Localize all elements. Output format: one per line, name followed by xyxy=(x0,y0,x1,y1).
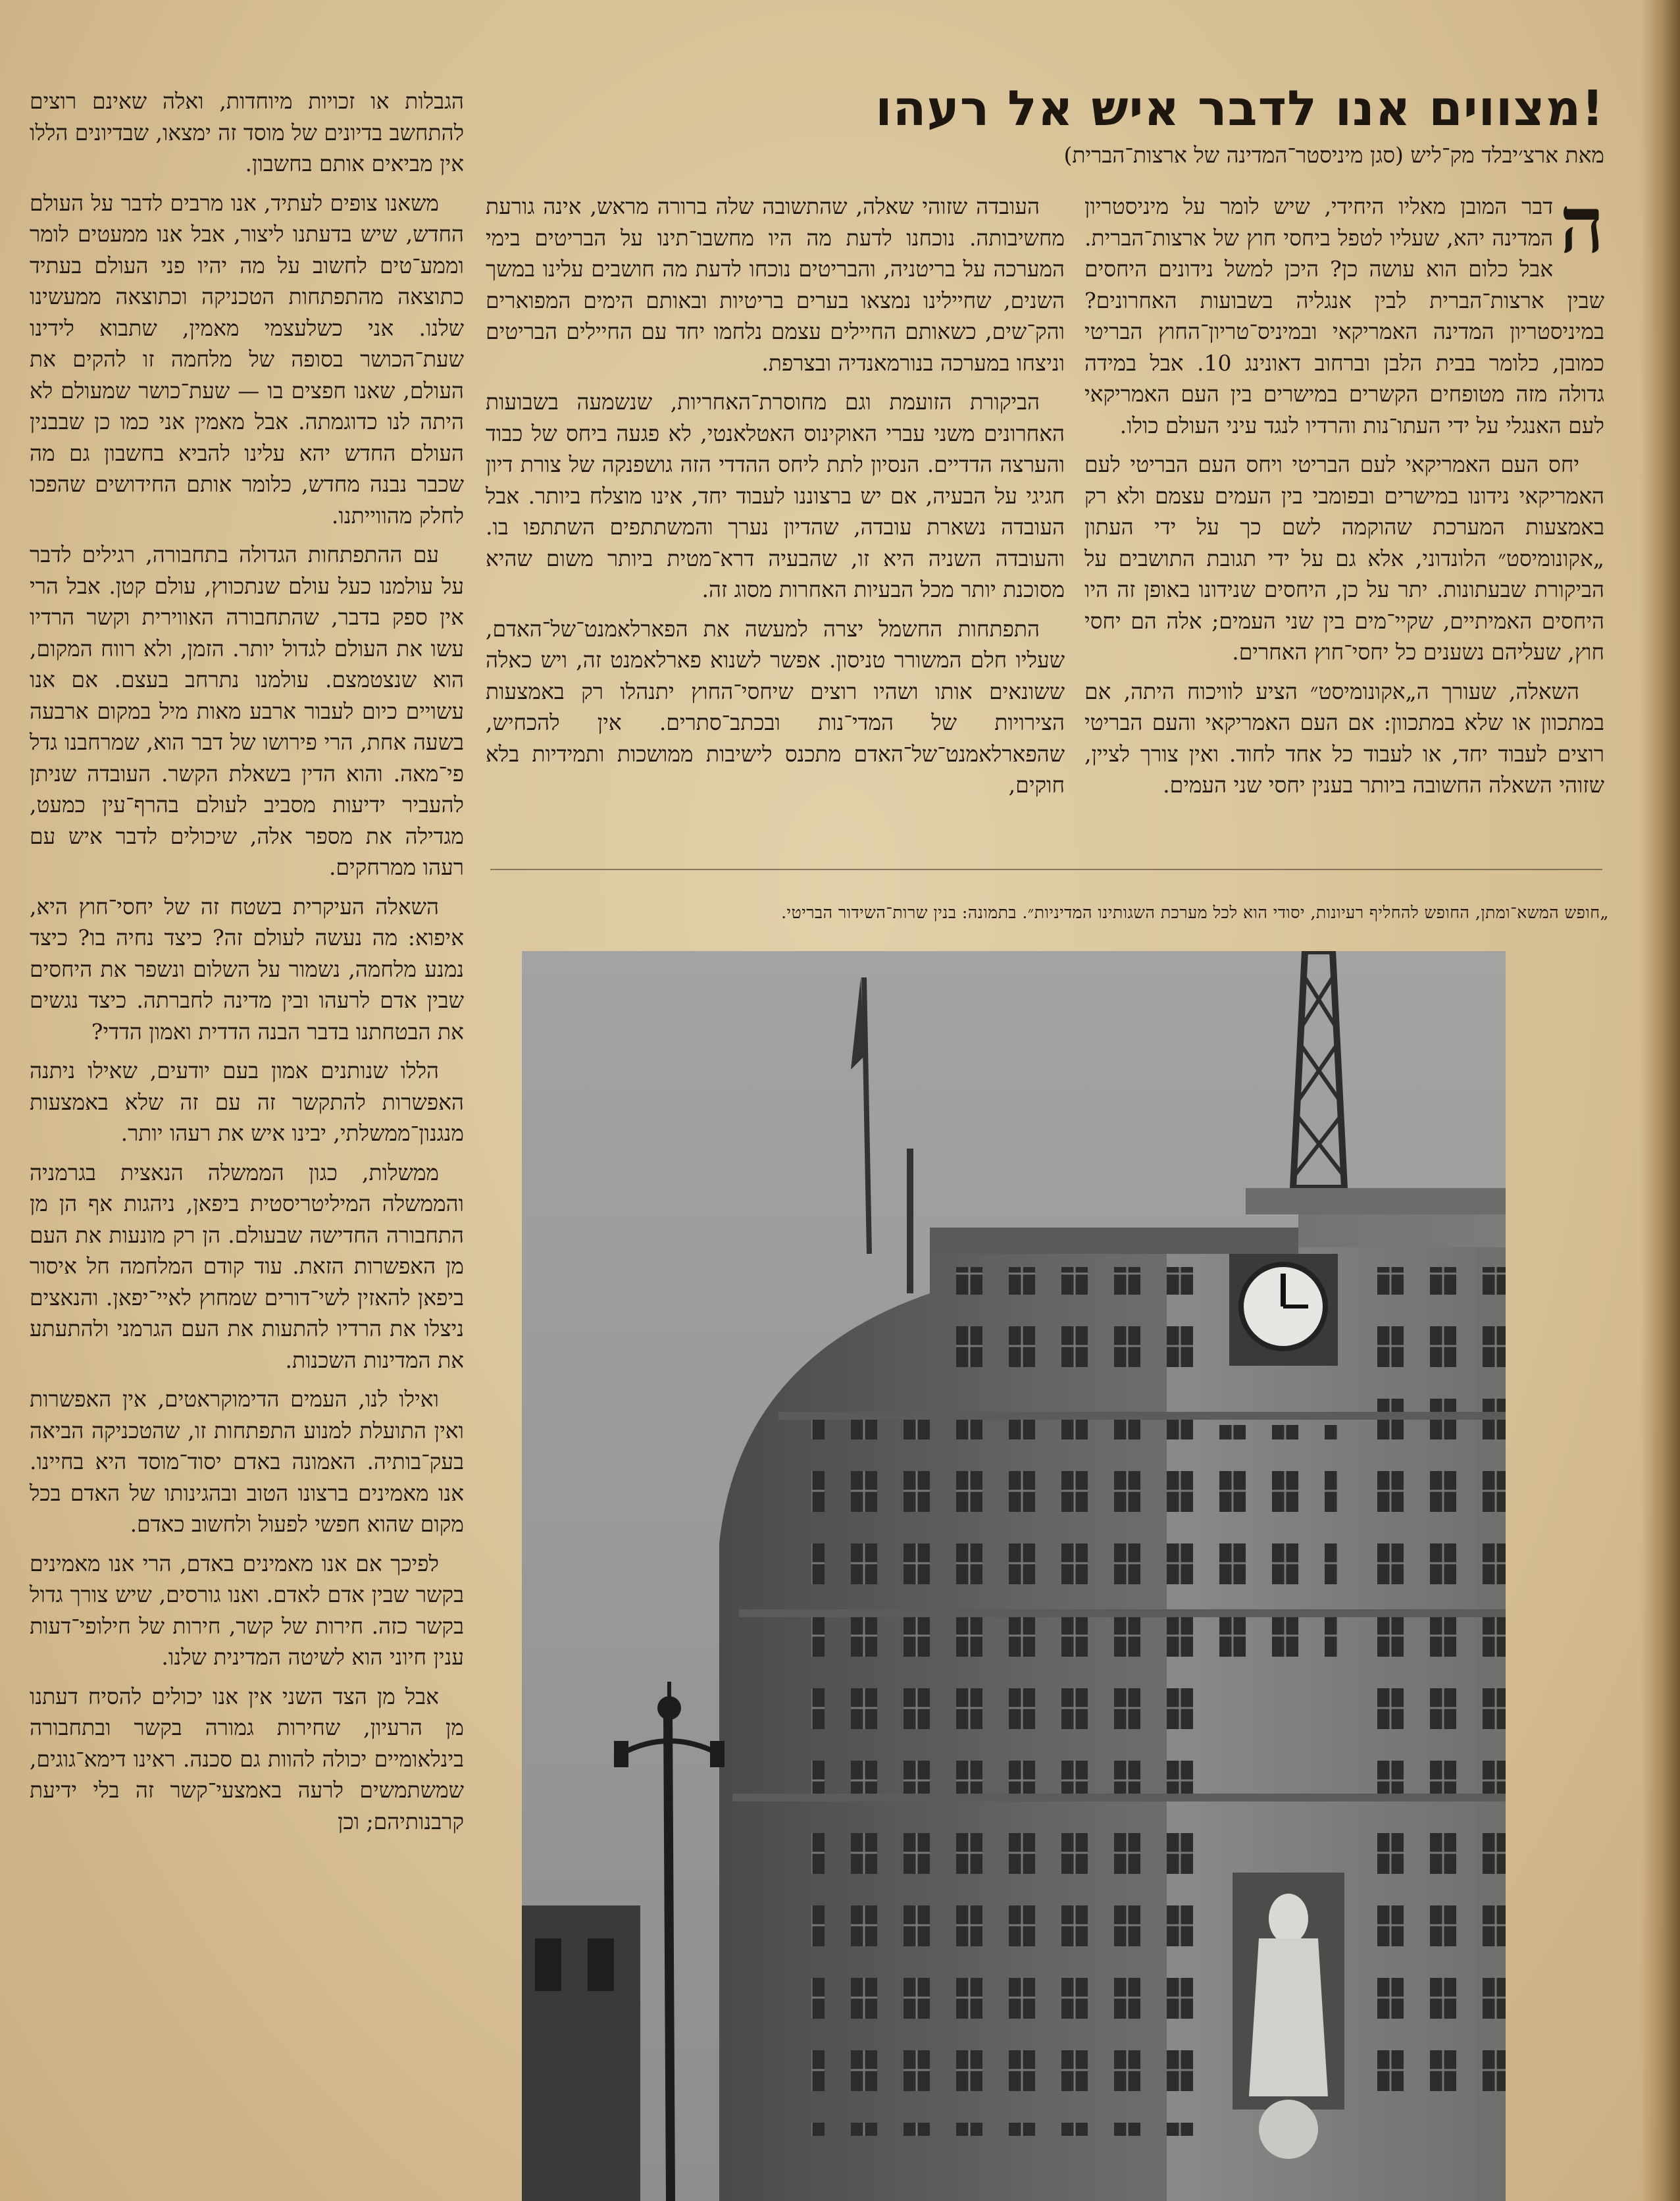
paragraph: ממשלות, כגון הממשלה הנאצית בגרמניה והממשלה המיליטריסטית ביפאן, ניהגות אף הן מן התחבורה החדישה שבעולם. הן רק מונעות את העם מן האפשרות הזאת. עוד קודם המלחמה חל איסור ביפאן להאזין לשי־דורים שמחוץ לאיי־יפאן. והנאצים ניצלו את הרדיו להתעות את העם הגרמני ולהתעתע את המדינות השכנות. xyxy=(30,1159,464,1373)
paragraph: משאנו צופים לעתיד, אנו מרבים לדבר על העולם החדש, שיש בדעתנו ליצור, אבל אנו ממעטים לומר וממע־טים לחשוב על מה יהיו פני העולם בעתיד כתוצאה מהתפתחות הטכניקה וכתוצאה ממעשינו שלנו. אני כשלעצמי מאמין, שתבוא לידינו שעת־הכושר בסופה של מלחמה זו להקים את העולם, שאנו חפצים בו — שעת־כושר שמעולם לא היתה לנו כדוגמתה. אבל מאמין אני כמו כן שבבנין העולם החדש יהא עלינו להביא בחשבון גם מה שכבר נבנה מחדש, כלומר אותם החידושים שהפכו לחלק מהווייתנו. xyxy=(30,190,464,529)
paragraph: התפתחות החשמל יצרה למעשה את הפארלאמנט־של־האדם, שעליו חלם המשורר טניסון. אפשר לשנוא פארלאמנט זה, ויש כאלה ששונאים אותו ושהיו רוצים שיחסי־החוץ יתנהלו רק באמצעות הצירויות של המדי־נות ובכתב־סתרים. אין להכחיש, שהפארלאמנט־של־האדם מתכנס לישיבות ממושכות ותמידיות בלא חוקים, xyxy=(486,615,1065,798)
photo-caption: „חופש המשא־ומתן, החופש להחליף רעיונות, יסודי הוא לכל מערכת השגותינו המדיניות״. בתמונה: בנין שרות־השידור הבריטי. xyxy=(781,903,1609,922)
article-byline: מאת ארצ׳יבלד מק־ליש (סגן מיניסטר־המדינה של ארצות־הברית) xyxy=(1063,142,1604,168)
building-photo xyxy=(522,951,1506,2201)
column-left xyxy=(30,86,464,1845)
paragraph: הביקורת הזועמת וגם מחוסרת־האחריות, שנשמעה בשבועות האחרונים משני עברי האוקינוס האטלאנטי, לא פגעה ביחס של כבוד והערצה הדדיים. הנסיון לתת ליחס ההדדי הזה גושפנקה של צורת דיון חגיגי על הבעיה, אם יש ברצוננו לעבוד יחד, אינו מוצלח ביותר. אבל העובדה נשארת עובדה, שהדיון נערך והמשתתפים השתתפו בו. והעובדה השניה היא זו, שהבעיה דרא־מטית ביותר משום שהיא מסוכנת יותר מכל הבעיות האחרות מסוג זה. xyxy=(486,389,1065,602)
caption-divider xyxy=(490,869,1602,870)
column-right xyxy=(1084,179,1604,809)
paragraph: ואילו לנו, העמים הדימוקראטים, אין האפשרות ואין התועלת למנוע התפתחות זו, שהטכניקה הביאה בעק־בותיה. האמונה באדם יסוד־מוסד היא בחיינו. אנו מאמינים ברצונו הטוב ובהגינותו של האדם בכל מקום שהוא חפשי לפעול ולחשוב כאדם. xyxy=(30,1386,464,1537)
page-spine-shadow xyxy=(1641,0,1680,2201)
paragraph: העובדה שזוהי שאלה, שהתשובה שלה ברורה מראש, אינה גורעת מחשיבותה. נוכחנו לדעת מה היו מחשבו־תינו על הבריטים בימי המערכה על בריטניה, והבריטים נוכחו לדעת מה חושבים עלינו במשך השנים, שחיילינו נמצאו בערים בריטיות ובאותם הימים המפוארים והק־שים, כשאותם החיילים עצמם נלחמו יחד עם החיילים הבריטים וניצחו במערכה בנורמאנדיה ובצרפת. xyxy=(486,194,1065,376)
article-headline: !מצווים אנו לדבר איש אל רעהו xyxy=(875,80,1604,137)
paragraph: הגבלות או זכויות מיוחדות, ואלה שאינם רוצים להתחשב בדיונים של מוסד זה ימצאו, שבדיונים הללו אין מביאים אותם בחשבון. xyxy=(30,88,464,176)
building-illustration xyxy=(522,951,1506,2201)
paragraph: יחס העם האמריקאי לעם הבריטי ויחס העם הבריטי לעם האמריקאי נידונו במישרים ובפומבי בין העמים עצמם ולא רק באמצעות המערכת שהוקמה לשם כך על ידי העתון „אקונומיסט״ הלונדוני, אלא גם על ידי תגובת התושבים על הביקורת שבעתונות. יתר על כן, היחסים שנידונו באופן זה היו היחסים האמיתיים, שקיי־מים בין שני העמים; אלה הם יחסי חוץ, שעליהם נשענים כל יחסי־חוץ האחרים. xyxy=(1084,452,1604,665)
drop-cap: ה xyxy=(1560,179,1604,271)
paragraph: אבל מן הצד השני אין אנו יכולים להסיח דעתנו מן הרעיון, שחירות גמורה בקשר ובתחבורה בינלאומיים יכולה להוות גם סכנה. ראינו דימא־גוגים, שמשתמשים לרעה באמצעי־קשר זה בלי ידיעת קרבנותיהם; וכן xyxy=(30,1683,464,1834)
clock-icon xyxy=(1229,1254,1338,1366)
paragraph: השאלה העיקרית בשטח זה של יחסי־חוץ היא, איפוא: מה נעשה לעולם זה? כיצד נחיה בו? כיצד נמנע מלחמה, נשמור על השלום ונשפר את היחסים שבין אדם לרעהו ובין מדינה לחברתה. כיצד נגשים את הבטחתנו בדבר הבנה הדדית ואמון הדדי? xyxy=(30,893,464,1045)
paragraph: לפיכך אם אנו מאמינים באדם, הרי אנו מאמינים בקשר שבין אדם לאדם. ואנו גורסים, שיש צורך גדול בקשר כזה. חירות של קשר, חירות של חילופי־דעות ענין חיוני הוא לשיטה המדינית שלנו. xyxy=(30,1550,464,1670)
paragraph: השאלה, שעורך ה„אקונומיסט״ הציע לוויכוח היתה, אם במתכוון או שלא במתכוון: אם העם האמריקאי והעם הבריטי רוצים לעבוד יחד, או לעבוד כל אחד לחוד. ואין צורך לציין, שזוהי השאלה החשובה ביותר בענין יחסי שני העמים. xyxy=(1084,678,1604,798)
paragraph: עם ההתפתחות הגדולה בתחבורה, רגילים לדבר על עולמנו כעל עולם שנתכווץ, עולם קטן. אבל הרי אין ספק בדבר, שהתחבורה האווירית וקשר הרדיו עשו את העולם לגדול יותר. הזמן, ולא רווח המקום, הוא שנצטמצם. עולמנו נתרחב בעצם. אם אנו עשויים כיום לעבור ארבע מאות מיל במקום ארבעה בשעה אחת, הרי פירושו של דבר הוא, שמרחבנו גדל פי־מאה. והוא הדין בשאלת הקשר. העובדה שניתן להעביר ידיעות מסביב לעולם בהרף־עין כמעט, מגדילה את מספר אלה, שיכולים לדבר איש עם רעהו ממרחקים. xyxy=(30,542,464,880)
paragraph: הללו שנותנים אמון בעם יודעים, שאילו ניתנה האפשרות להתקשר זה עם זה שלא באמצעות מנגנון־ממשלתי, יבינו איש את רעהו יותר. xyxy=(30,1058,464,1146)
paragraph: ה דבר המובן מאליו היחידי, שיש לומר על מיניסטריון המדינה יהא, שעליו לטפל ביחסי חוץ של ארצות־הברית. אבל כלום הוא עושה כן? היכן למשל נידונים היחסים שבין ארצות־הברית לבין אנגליה בשבועות האחרונים? במיניסטריון המדינה האמריקאי ובמיניס־טריון־החוץ הבריטי כמובן, כלומר בבית הלבן וברחוב דאונינג 10. אבל במידה גדולה מזה מטופחים הקשרים במישרים בין העם האמריקאי לעם האנגלי על ידי העתו־נות והרדיו לנגד עיני העולם כולו. xyxy=(1084,179,1604,438)
column-middle xyxy=(486,191,1065,809)
